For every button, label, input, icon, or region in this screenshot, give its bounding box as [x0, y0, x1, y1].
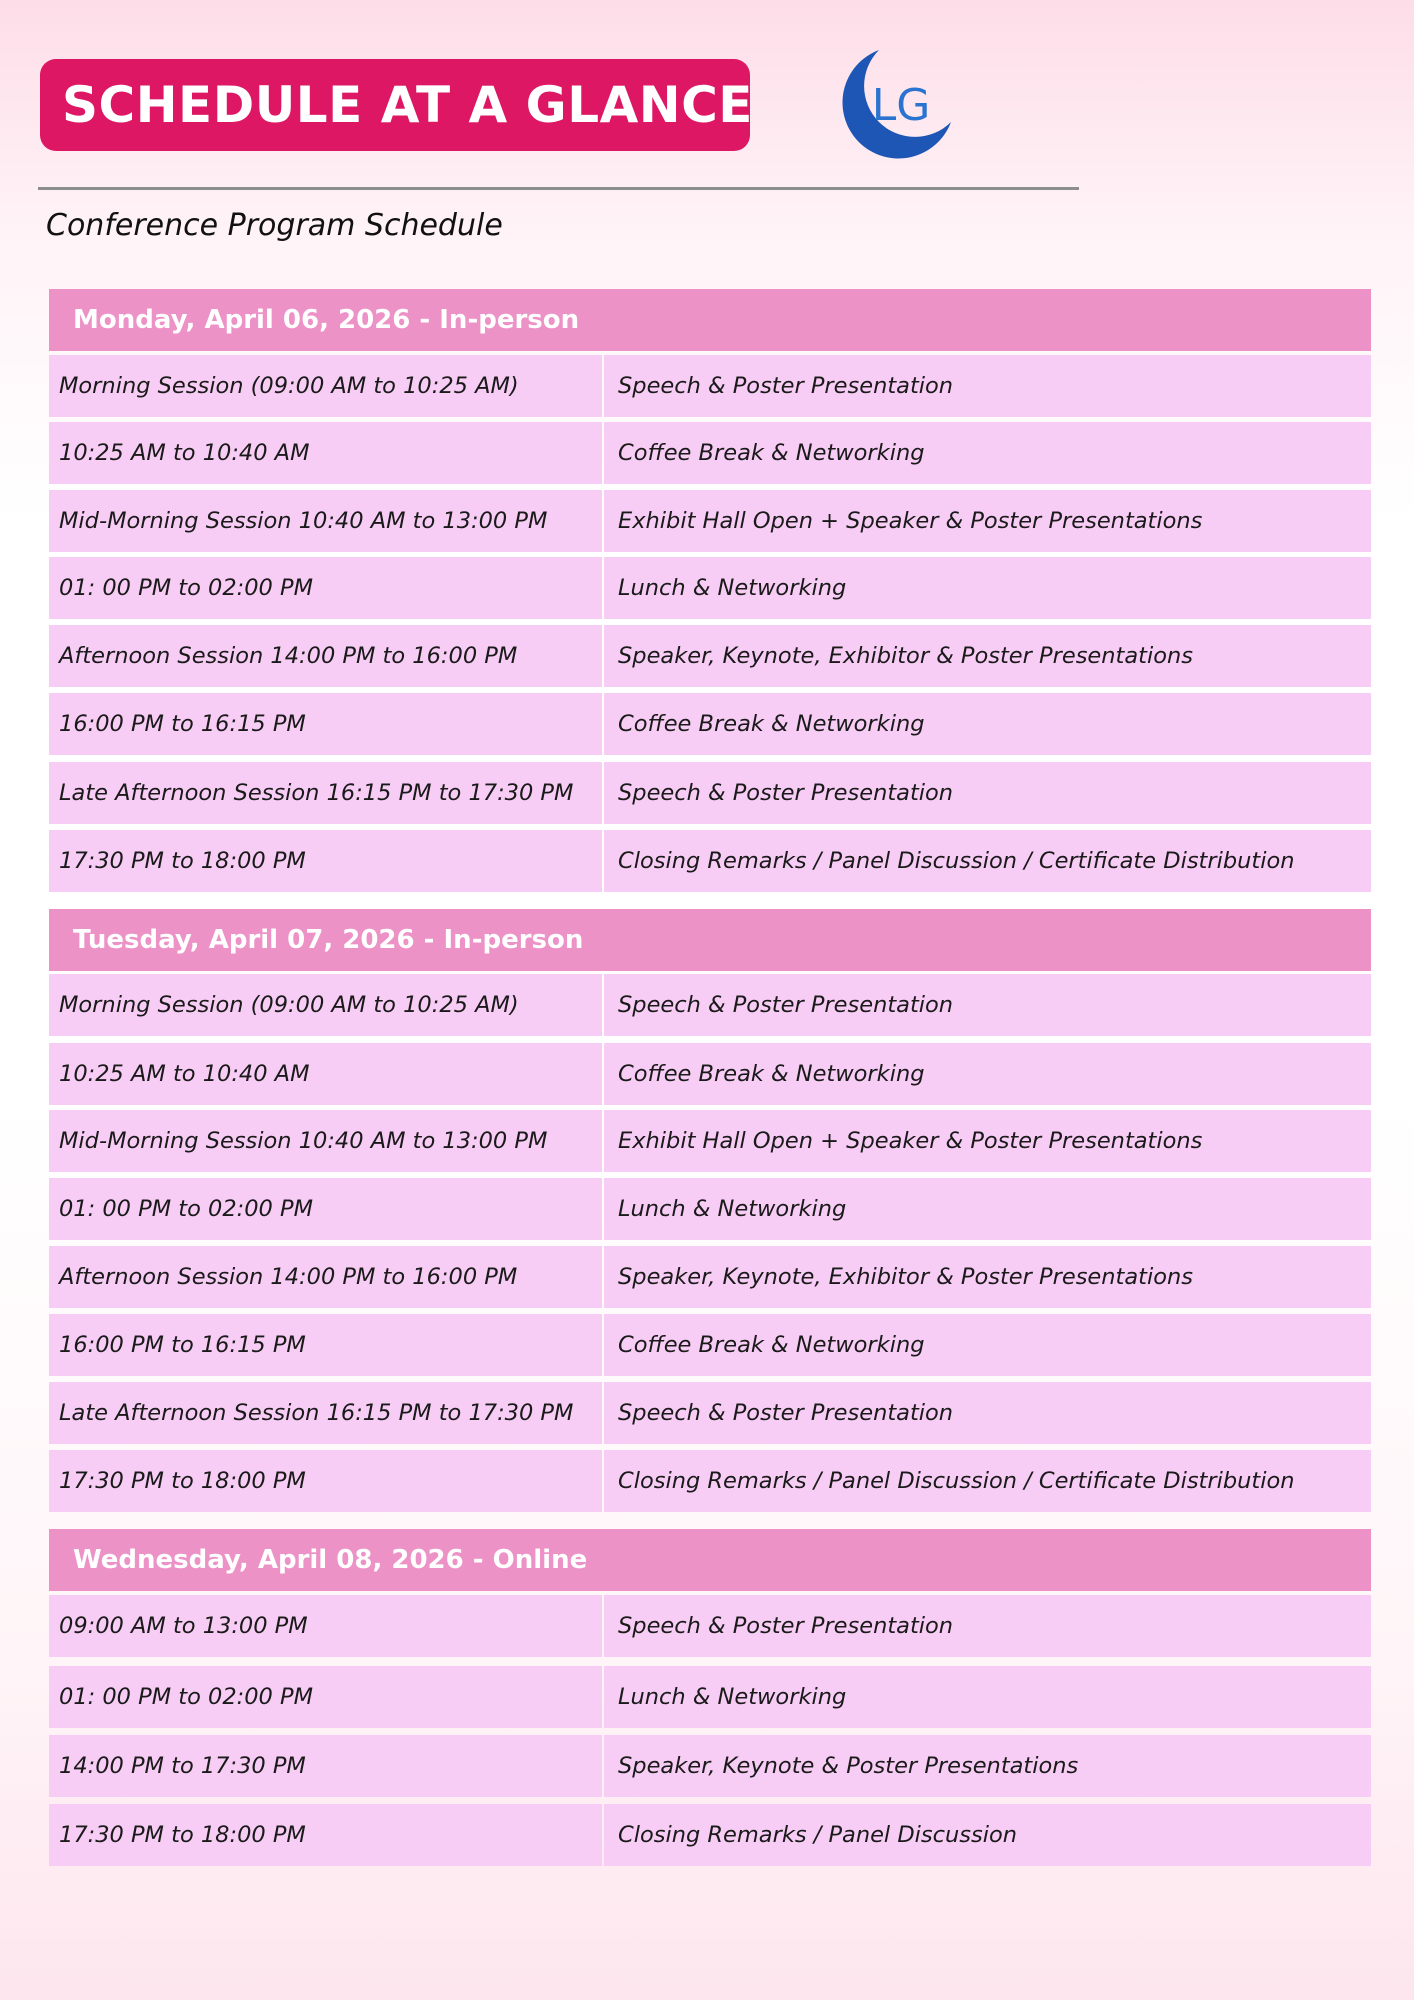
time-cell: 16:00 PM to 16:15 PM: [49, 1314, 602, 1376]
time-cell: Mid-Morning Session 10:40 AM to 13:00 PM: [49, 490, 602, 552]
activity-cell: Coffee Break & Networking: [604, 1314, 1371, 1376]
activity-cell: Speech & Poster Presentation: [604, 1382, 1371, 1444]
logo-text: LG: [871, 80, 931, 131]
activity-cell: Speech & Poster Presentation: [604, 1595, 1371, 1657]
subtitle: Conference Program Schedule: [46, 208, 503, 243]
time-cell: Morning Session (09:00 AM to 10:25 AM): [49, 974, 602, 1036]
activity-cell: Lunch & Networking: [604, 1178, 1371, 1240]
activity-cell: Lunch & Networking: [604, 1666, 1371, 1728]
title-banner: [40, 59, 753, 151]
activity-cell: Coffee Break & Networking: [604, 693, 1371, 755]
activity-cell: Speaker, Keynote, Exhibitor & Poster Presentations: [604, 1246, 1371, 1308]
day-header: Tuesday, April 07, 2026 - In-person: [49, 909, 1371, 971]
time-cell: Late Afternoon Session 16:15 PM to 17:30 PM: [49, 1382, 602, 1444]
time-cell: 17:30 PM to 18:00 PM: [49, 1804, 602, 1866]
lg-logo: [835, 40, 961, 166]
activity-cell: Closing Remarks / Panel Discussion: [604, 1804, 1371, 1866]
time-cell: 17:30 PM to 18:00 PM: [49, 1450, 602, 1512]
time-cell: Mid-Morning Session 10:40 AM to 13:00 PM: [49, 1110, 602, 1172]
time-cell: 01: 00 PM to 02:00 PM: [49, 1666, 602, 1728]
time-cell: 14:00 PM to 17:30 PM: [49, 1735, 602, 1797]
day-header: Monday, April 06, 2026 - In-person: [49, 289, 1371, 351]
activity-cell: Speech & Poster Presentation: [604, 355, 1371, 417]
time-cell: 01: 00 PM to 02:00 PM: [49, 557, 602, 619]
page-title: SCHEDULE AT A GLANCE: [62, 76, 753, 134]
activity-cell: Speech & Poster Presentation: [604, 974, 1371, 1036]
time-cell: 10:25 AM to 10:40 AM: [49, 422, 602, 484]
activity-cell: Coffee Break & Networking: [604, 1043, 1371, 1105]
activity-cell: Coffee Break & Networking: [604, 422, 1371, 484]
time-cell: 17:30 PM to 18:00 PM: [49, 830, 602, 892]
time-cell: 09:00 AM to 13:00 PM: [49, 1595, 602, 1657]
time-cell: Late Afternoon Session 16:15 PM to 17:30 PM: [49, 762, 602, 824]
activity-cell: Lunch & Networking: [604, 557, 1371, 619]
activity-cell: Closing Remarks / Panel Discussion / Certificate Distribution: [604, 1450, 1371, 1512]
time-cell: 10:25 AM to 10:40 AM: [49, 1043, 602, 1105]
time-cell: Afternoon Session 14:00 PM to 16:00 PM: [49, 1246, 602, 1308]
time-cell: 01: 00 PM to 02:00 PM: [49, 1178, 602, 1240]
activity-cell: Speaker, Keynote & Poster Presentations: [604, 1735, 1371, 1797]
activity-cell: Speech & Poster Presentation: [604, 762, 1371, 824]
header-divider: [38, 187, 1079, 190]
activity-cell: Exhibit Hall Open + Speaker & Poster Presentations: [604, 490, 1371, 552]
day-header: Wednesday, April 08, 2026 - Online: [49, 1529, 1371, 1591]
time-cell: 16:00 PM to 16:15 PM: [49, 693, 602, 755]
activity-cell: Exhibit Hall Open + Speaker & Poster Presentations: [604, 1110, 1371, 1172]
activity-cell: Closing Remarks / Panel Discussion / Certificate Distribution: [604, 830, 1371, 892]
activity-cell: Speaker, Keynote, Exhibitor & Poster Presentations: [604, 625, 1371, 687]
time-cell: Morning Session (09:00 AM to 10:25 AM): [49, 355, 602, 417]
time-cell: Afternoon Session 14:00 PM to 16:00 PM: [49, 625, 602, 687]
